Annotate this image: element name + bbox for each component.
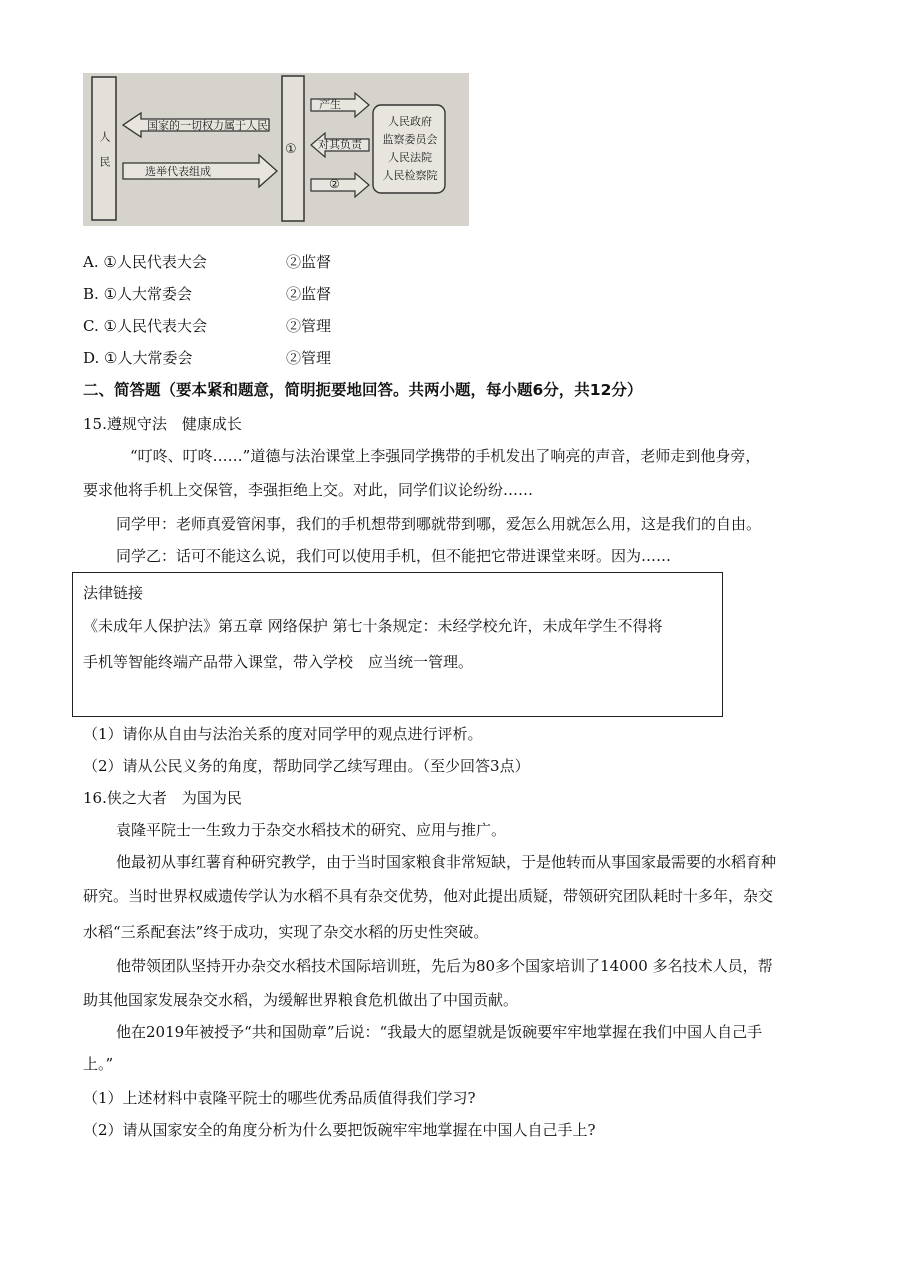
organ-procuratorate: 人民检察院 — [382, 169, 438, 182]
choice-text-1: ①人民代表大会 — [103, 317, 207, 335]
choice-text-2: ②管理 — [286, 317, 332, 335]
choice-a[interactable] — [83, 252, 332, 272]
law-line-1: 《未成年人保护法》第五章 网络保护 第七十条规定：未经学校允许，未成年学生不得将 — [83, 617, 663, 635]
q15-para-3: 同学乙：话可不能这么说，我们可以使用手机，但不能把它带进课堂来呀。因为…… — [116, 547, 672, 565]
law-line-2: 手机等智能终端产品带入课堂，带入学校 应当统一管理。 — [83, 653, 474, 671]
q16-para-3: 他带领团队坚持开办杂交水稻技术国际培训班，先后为80多个国家培训了14000 多名技术人员，帮 — [116, 957, 773, 975]
organ-government: 人民政府 — [388, 115, 432, 128]
q16-sub-1: （1）上述材料中袁隆平院士的哪些优秀品质值得我们学习? — [83, 1089, 476, 1107]
q16-para-3-cont: 助其他国家发展杂交水稻，为缓解世界粮食危机做出了中国贡献。 — [83, 991, 519, 1009]
blank-2-label: ② — [329, 177, 340, 191]
arrow-bottom-label: 选举代表组成 — [145, 165, 211, 178]
organ-supervision: 监察委员会 — [382, 133, 438, 146]
q15-para-1-cont: 要求他将手机上交保管，李强拒绝上交。对此，同学们议论纷纷…… — [83, 481, 534, 499]
q16-title: 16.侠之大者 为国为民 — [83, 789, 242, 807]
q15-sub-1: （1）请你从自由与法治关系的度对同学甲的观点进行评析。 — [83, 725, 483, 743]
blank-1-label: ① — [285, 142, 297, 157]
arrow-blank-icon — [311, 173, 369, 197]
produce-label: 产生 — [319, 98, 341, 111]
choice-text-2: ②监督 — [286, 253, 332, 271]
law-link-box — [72, 572, 723, 717]
choice-text-1: ①人民代表大会 — [103, 253, 207, 271]
choice-text-2: ②监督 — [286, 285, 332, 303]
choice-letter: D. — [83, 349, 100, 367]
q15-para-1: “叮咚、叮咚……”道德与法治课堂上李强同学携带的手机发出了响亮的声音，老师走到他身旁， — [130, 447, 761, 465]
power-structure-diagram — [83, 73, 469, 226]
q16-para-2-cont: 研究。当时世界权威遗传学认为水稻不具有杂交优势，他对此提出质疑，带领研究团队耗时十多年，杂交 — [83, 887, 774, 905]
arrow-top-label: 国家的一切权力属于人民 — [147, 119, 268, 132]
choice-letter: B. — [83, 285, 99, 303]
choice-b[interactable] — [83, 284, 332, 304]
q15-title: 15.遵规守法 健康成长 — [83, 415, 242, 433]
choice-text-1: ①人大常委会 — [103, 285, 193, 303]
q16-para-1: 袁隆平院士一生致力于杂交水稻技术的研究、应用与推广。 — [116, 821, 507, 839]
q15-sub-2: （2）请从公民义务的角度，帮助同学乙续写理由。（至少回答3点） — [83, 757, 530, 775]
choice-letter: A. — [83, 253, 99, 271]
q15-para-2: 同学甲：老师真爱管闲事，我们的手机想带到哪就带到哪，爱怎么用就怎么用，这是我们的自由。 — [116, 515, 762, 533]
q16-para-4: 他在2019年被授予“共和国勋章”后说：“我最大的愿望就是饭碗要牢牢地掌握在我们中国人自己手 — [116, 1023, 763, 1041]
choice-text-2: ②管理 — [286, 349, 332, 367]
q16-para-4-cont: 上。” — [83, 1055, 114, 1073]
people-label: 人民 — [98, 131, 111, 181]
choice-text-1: ①人大常委会 — [104, 349, 193, 367]
q16-para-2: 他最初从事红薯育种研究教学，由于当时国家粮食非常短缺，于是他转而从事国家最需要的水稻育种 — [116, 853, 777, 871]
organs-list — [379, 113, 441, 185]
choice-c[interactable] — [83, 316, 332, 336]
responsible-label: 对其负责 — [318, 138, 362, 151]
choice-d[interactable] — [83, 348, 332, 368]
organ-court: 人民法院 — [388, 151, 432, 164]
q16-sub-2: （2）请从国家安全的角度分析为什么要把饭碗牢牢地掌握在中国人自己手上? — [83, 1121, 596, 1139]
law-title: 法律链接 — [83, 584, 144, 602]
q16-para-2-end: 水稻“三系配套法”终于成功，实现了杂交水稻的历史性突破。 — [83, 923, 489, 941]
section-title: 二、简答题（要本紧和题意，简明扼要地回答。共两小题，每小题6分，共12分） — [83, 381, 643, 399]
choice-letter: C. — [83, 317, 99, 335]
